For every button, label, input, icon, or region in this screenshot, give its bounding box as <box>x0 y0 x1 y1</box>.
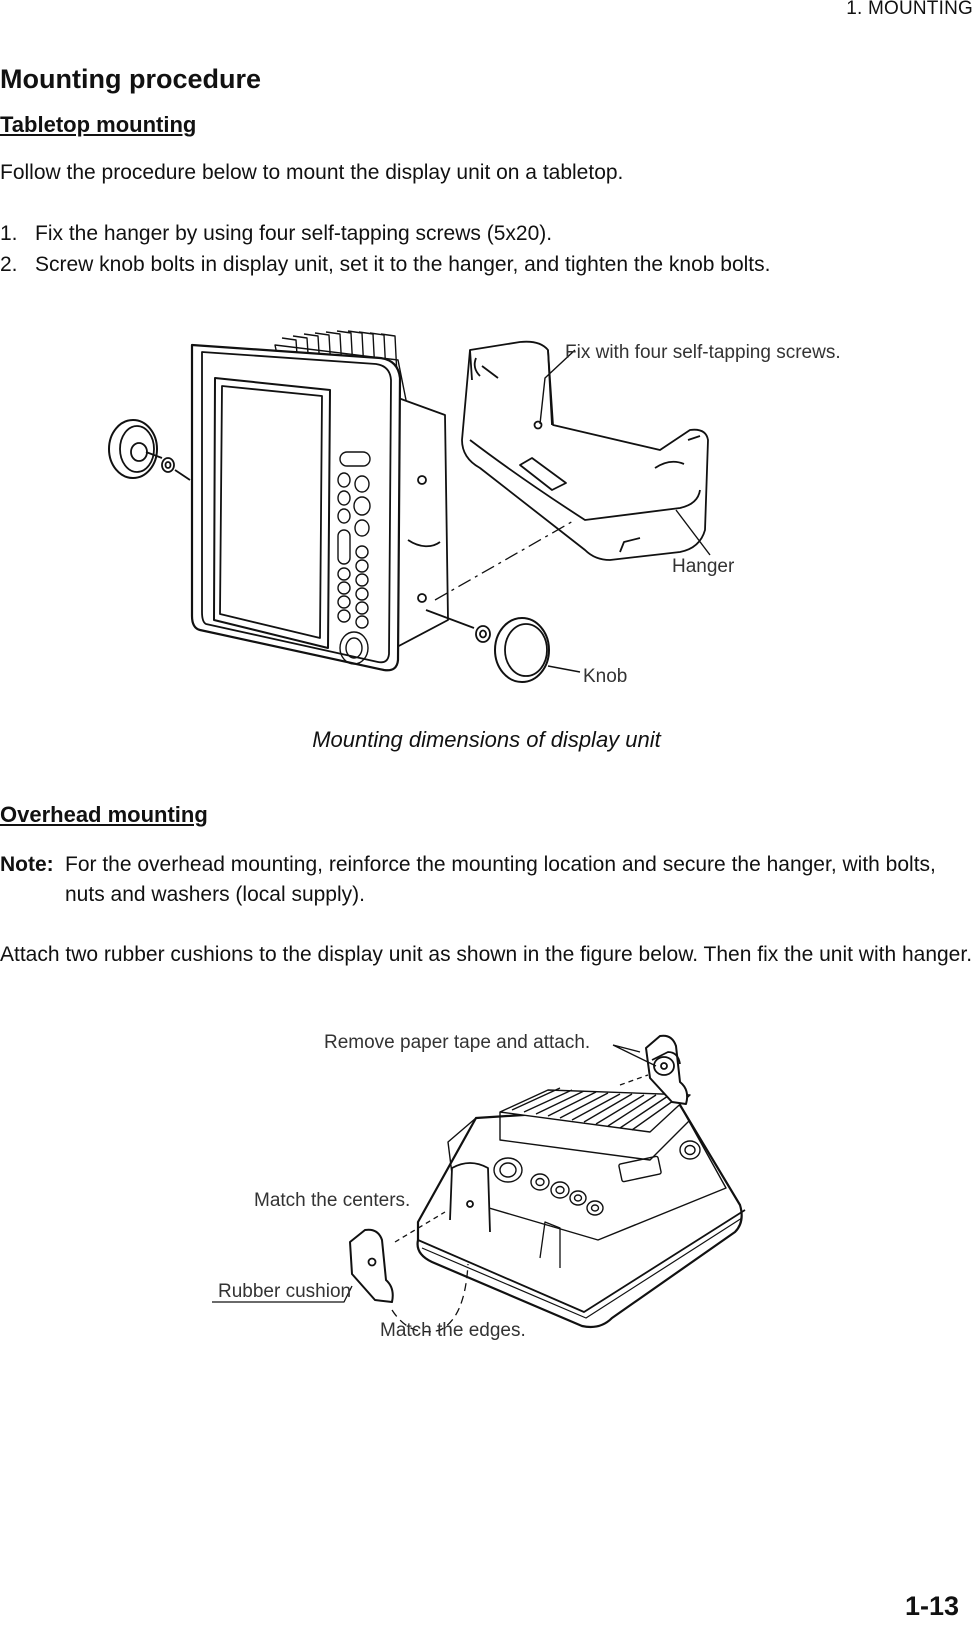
overhead-paragraph: Attach two rubber cushions to the display unit as shown in the figure below. Then fix the unit with hanger. <box>0 943 973 966</box>
step-2-number: 2. <box>0 253 18 276</box>
hanger <box>462 342 708 560</box>
tabletop-intro: Follow the procedure below to mount the display unit on a tabletop. <box>0 161 624 184</box>
label-remove-tape: Remove paper tape and attach. <box>324 1032 591 1053</box>
label-rubber-cushion: Rubber cushion <box>218 1281 352 1302</box>
overhead-heading: Overhead mounting <box>0 802 208 827</box>
display-screen <box>214 378 330 648</box>
step-1-text: Fix the hanger by using four self-tapping screws (5x20). <box>35 222 553 245</box>
note-text: For the overhead mounting, reinforce the mounting location and secure the hanger, with bolts, nuts and washers (local supply). <box>65 853 936 906</box>
unit-left-mount <box>450 1163 490 1232</box>
label-screws: Fix with four self-tapping screws. <box>565 342 841 363</box>
figure-caption: Mounting dimensions of display unit <box>312 727 661 752</box>
label-hanger: Hanger <box>672 556 735 577</box>
step-1-number: 1. <box>0 222 18 245</box>
left-knob <box>109 420 190 480</box>
knob-leader <box>548 666 580 672</box>
page-title: Mounting procedure <box>0 64 261 94</box>
section-header: 1. MOUNTING <box>846 0 973 19</box>
step-2-text: Screw knob bolts in display unit, set it to the hanger, and tighten the knob bolts. <box>35 253 771 276</box>
tabletop-mounting-figure <box>0 320 973 700</box>
page-number: 1-13 <box>904 1591 959 1621</box>
tabletop-heading: Tabletop mounting <box>0 112 197 137</box>
label-knob: Knob <box>583 666 628 687</box>
note-label: Note: <box>0 853 54 876</box>
label-match-centers: Match the centers. <box>254 1190 411 1211</box>
overhead-mounting-figure <box>0 1020 973 1360</box>
label-match-edges: Match the edges. <box>380 1320 526 1341</box>
alignment-line <box>435 520 575 600</box>
